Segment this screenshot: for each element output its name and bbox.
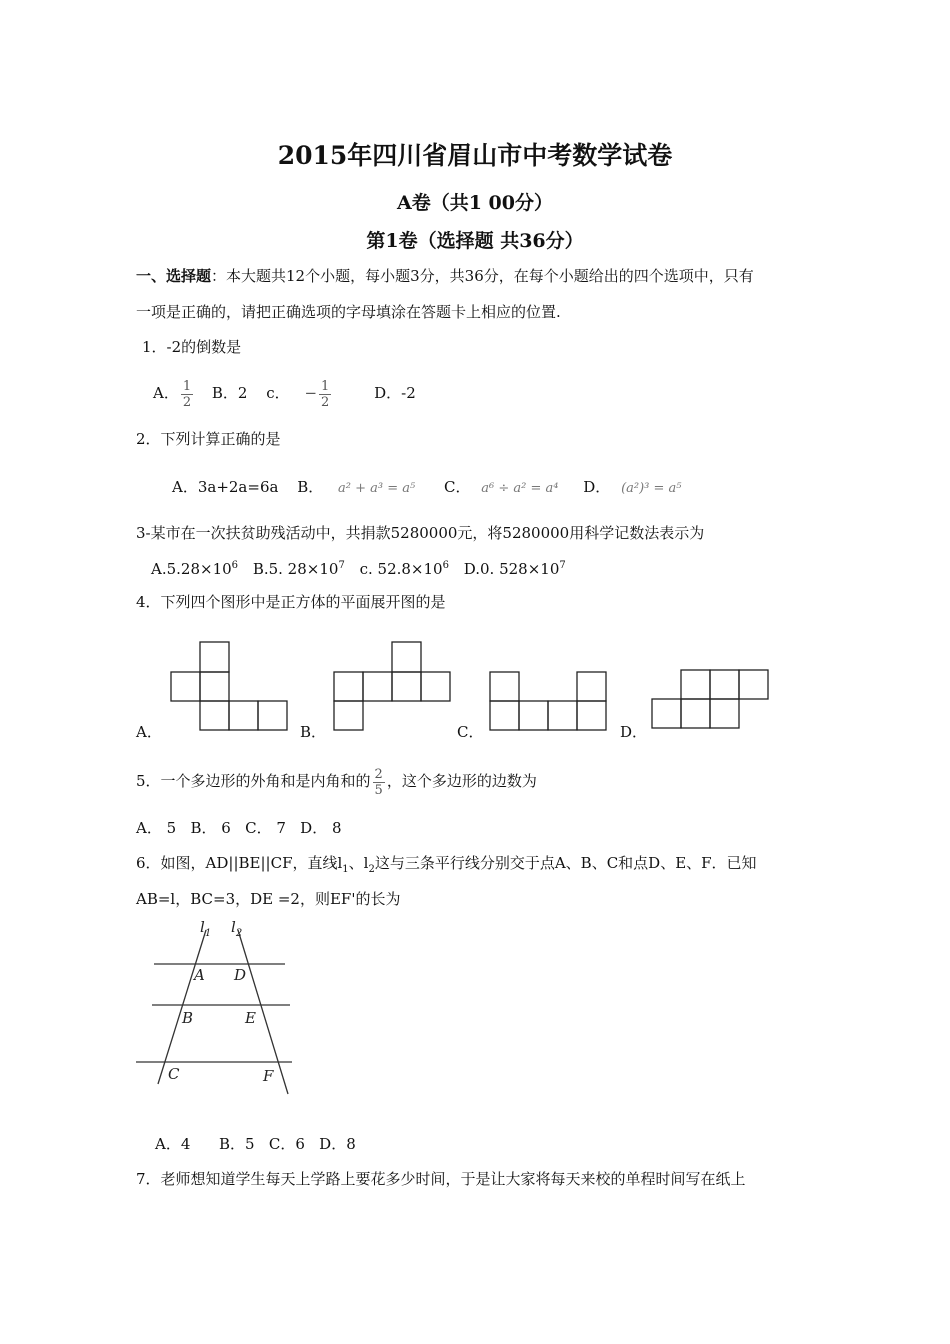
section-1-intro-text: ：本大题共12个小题，每小题3分，共36分，在每个小题给出的四个选项中，只有 — [211, 267, 754, 285]
q3-options — [151, 556, 566, 579]
q3-b-base: B.5. 28×10 — [252, 560, 339, 578]
q3-option-d — [464, 560, 566, 578]
section-1-intro-line2: 一项是正确的，请把正确选项的字母填涂在答题卡上相应的位置. — [136, 303, 561, 321]
q1-c-numerator: 1 — [321, 378, 330, 394]
label-b: B — [182, 1009, 194, 1027]
q3-option-c — [360, 560, 449, 578]
q4-option-c-label: C． — [457, 723, 484, 741]
q4-net-a — [171, 642, 287, 730]
q6-stem-line1 — [136, 853, 757, 880]
q5-stem — [136, 758, 537, 804]
label-a: A — [194, 966, 205, 984]
q5-stem-post: ，这个多边形的边数为 — [386, 772, 537, 790]
line-l1 — [158, 930, 206, 1084]
q3-a-exponent: 6 — [231, 560, 239, 571]
q6-l2-subscript: 2 — [368, 864, 375, 875]
q2-option-d-label: D． — [583, 478, 611, 496]
q3-stem: 3-某市在一次扶贫助残活动中，共捐款5280000元，将5280000用科学记数法表示为 — [136, 524, 705, 542]
q4-net-c — [490, 672, 606, 730]
label-l2: $l_2$ — [231, 918, 243, 939]
q1-option-c-fraction — [319, 379, 331, 410]
q6-options: A．4 B．5 C．6 D．8 — [155, 1135, 356, 1153]
q1-c-sign: − — [304, 384, 318, 402]
q6-line1-pre: 6．如图，AD||BE||CF，直线l — [136, 854, 343, 872]
section-a-heading: A卷（共1 00分） — [396, 192, 554, 214]
q4-stem: 4．下列四个图形中是正方体的平面展开图的是 — [136, 593, 446, 611]
q5-stem-pre: 5．一个多边形的外角和是内角和的 — [136, 772, 371, 790]
q3-option-a — [151, 560, 238, 578]
q4-option-d-label: D． — [620, 723, 648, 741]
section-1-label: 一、选择题 — [136, 267, 212, 285]
q7-stem: 7．老师想知道学生每天上学路上要花多少时间，于是让大家将每天来校的单程时间写在纸上 — [136, 1170, 746, 1188]
q4-option-b-label: B． — [300, 723, 327, 741]
q1-option-a-label: A． — [153, 384, 179, 402]
label-d: D — [234, 966, 247, 984]
q1-a-numerator: 1 — [182, 378, 192, 394]
q3-a-base: A.5.28×10 — [151, 560, 232, 578]
label-l1: $l_1$ — [200, 918, 212, 939]
q1-option-a-fraction — [181, 379, 193, 410]
q1-option-d: D．-2 — [374, 384, 416, 402]
label-f: F — [263, 1067, 274, 1085]
q5-numerator: 2 — [374, 766, 383, 782]
q2-option-c-expr: a⁶ ÷ a² = a⁴ — [481, 481, 559, 496]
label-e: E — [245, 1009, 256, 1027]
q3-b-exponent: 7 — [338, 560, 345, 571]
q6-parallel-lines-figure — [130, 916, 310, 1096]
q1-c-denominator: 2 — [321, 394, 330, 410]
q6-line1-post: 这与三条平行线分别交于点A、B、C和点D、E、F．已知 — [374, 854, 757, 872]
q2-option-b-expr: a² + a³ = a⁵ — [338, 481, 416, 496]
q4-net-b — [334, 642, 450, 730]
q5-denominator: 5 — [374, 782, 383, 798]
q4-option-a-label: A． — [136, 723, 162, 741]
q5-options: A． 5 B． 6 C． 7 D． 8 — [136, 819, 342, 837]
q6-l1-subscript: 1 — [342, 864, 349, 875]
q1-stem: 1．-2的倒数是 — [142, 338, 242, 356]
q3-c-exponent: 6 — [442, 560, 449, 571]
q3-option-b — [253, 560, 345, 578]
q2-option-d-expr: (a²)³ = a⁵ — [621, 481, 682, 496]
q2-stem: 2．下列计算正确的是 — [136, 430, 281, 448]
q3-d-exponent: 7 — [559, 560, 566, 571]
page-title: 2015年四川省眉山市中考数学试卷 — [277, 141, 673, 170]
q3-c-base: c. 52.8×10 — [359, 560, 443, 578]
q1-option-c-label: c． — [266, 384, 290, 402]
q2-option-a: A．3a+2a=6a — [172, 478, 279, 496]
q1-a-denominator: 2 — [182, 394, 192, 410]
part-1-heading: 第1卷（选择题 共36分） — [366, 230, 584, 252]
label-c: C — [168, 1065, 180, 1083]
q6-stem-line2: AB=l，BC=3，DE =2，则EF'的长为 — [136, 890, 401, 908]
q6-line1-mid: 、l — [348, 854, 369, 872]
q5-fraction — [373, 767, 385, 798]
q1-option-b: B．2 — [211, 384, 248, 402]
q2-option-c-label: C． — [444, 478, 471, 496]
q2-option-b-label: B． — [297, 478, 324, 496]
q3-d-base: D.0. 528×10 — [463, 560, 560, 578]
section-1-intro-line1 — [136, 266, 754, 286]
q2-options — [172, 477, 682, 499]
q1-options — [153, 370, 416, 416]
q4-net-d — [652, 670, 768, 728]
